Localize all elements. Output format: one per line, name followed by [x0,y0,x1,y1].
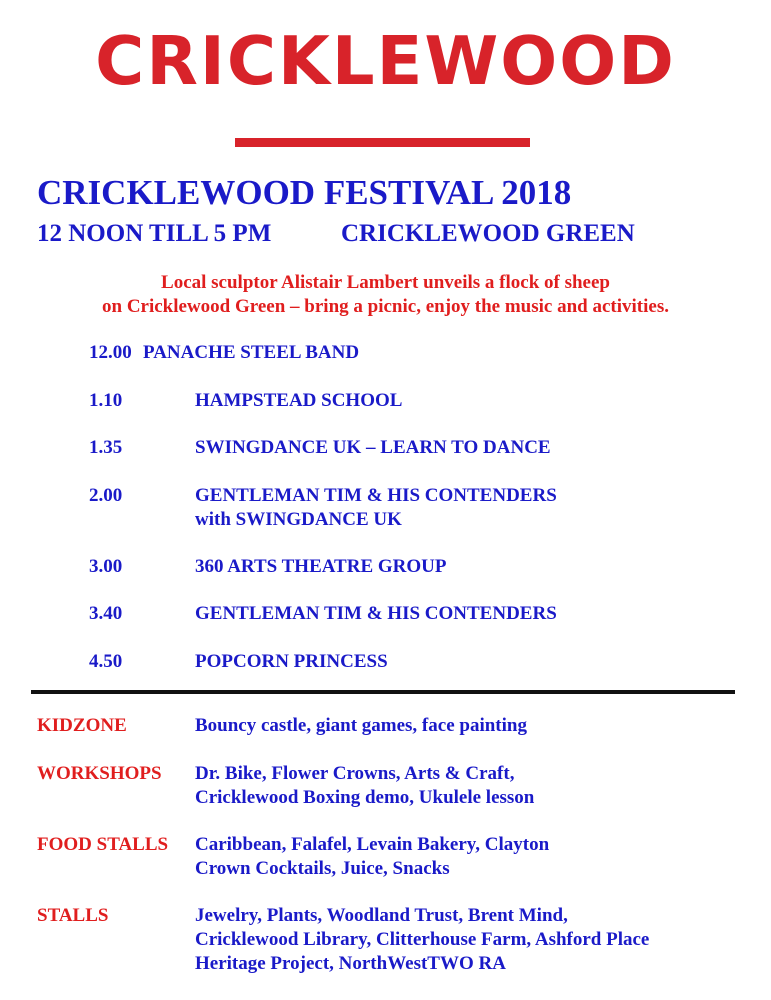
festival-title: CRICKLEWOOD FESTIVAL 2018 [37,173,572,212]
schedule-act-line: 360 ARTS THEATRE GROUP [195,556,447,577]
info-label-stalls: STALLS [37,905,109,926]
schedule-act-3 [195,436,551,460]
intro-paragraph [0,271,771,319]
info-line: Jewelry, Plants, Woodland Trust, Brent Mind, [195,905,568,926]
schedule-time-3: 1.35 [89,437,123,458]
schedule-act-line: with SWINGDANCE UK [195,509,402,530]
festival-hours: 12 NOON TILL 5 PM [37,220,272,247]
info-text-workshops [195,762,534,810]
info-label-kidzone: KIDZONE [37,715,127,736]
schedule-time-5: 3.00 [89,556,123,577]
info-text-kidzone [195,714,527,738]
info-line: Dr. Bike, Flower Crowns, Arts & Craft, [195,763,515,784]
festival-location: CRICKLEWOOD GREEN [341,220,635,247]
info-label-food-stalls: FOOD STALLS [37,834,169,855]
schedule-time-6: 3.40 [89,603,123,624]
schedule-act-line: PANACHE STEEL BAND [143,342,360,363]
info-line: Crown Cocktails, Juice, Snacks [195,858,450,879]
schedule-act-line: POPCORN PRINCESS [195,651,388,672]
schedule-time-1: 12.00 [89,342,132,363]
info-line: Heritage Project, NorthWestTWO RA [195,953,506,974]
schedule-act-line: GENTLEMAN TIM & HIS CONTENDERS [195,603,557,624]
info-label-workshops: WORKSHOPS [37,763,162,784]
schedule-time-7: 4.50 [89,651,123,672]
schedule-act-6 [195,602,557,626]
intro-line-1: Local sculptor Alistair Lambert unveils a flock of sheep [161,272,610,293]
schedule-act-1 [143,341,359,365]
info-text-stalls [195,904,649,976]
info-text-food-stalls [195,833,549,881]
schedule-time-2: 1.10 [89,390,123,411]
schedule-act-4 [195,484,557,532]
info-line: Caribbean, Falafel, Levain Bakery, Clayton [195,834,550,855]
info-line: Cricklewood Boxing demo, Ukulele lesson [195,787,535,808]
cricklewood-logo: CRICKLEWOOD [95,22,676,100]
info-line: Bouncy castle, giant games, face painting [195,715,527,736]
info-line: Cricklewood Library, Clitterhouse Farm, Ashford Place [195,929,650,950]
schedule-act-5 [195,555,446,579]
schedule-act-line: GENTLEMAN TIM & HIS CONTENDERS [195,485,557,506]
intro-line-2: on Cricklewood Green – bring a picnic, enjoy the music and activities. [102,296,669,317]
schedule-act-line: SWINGDANCE UK – LEARN TO DANCE [195,437,551,458]
schedule-time-4: 2.00 [89,485,123,506]
schedule-act-line: HAMPSTEAD SCHOOL [195,390,403,411]
logo-underline [235,138,530,147]
schedule-act-2 [195,389,402,413]
schedule-act-7 [195,650,388,674]
section-divider [31,690,735,694]
